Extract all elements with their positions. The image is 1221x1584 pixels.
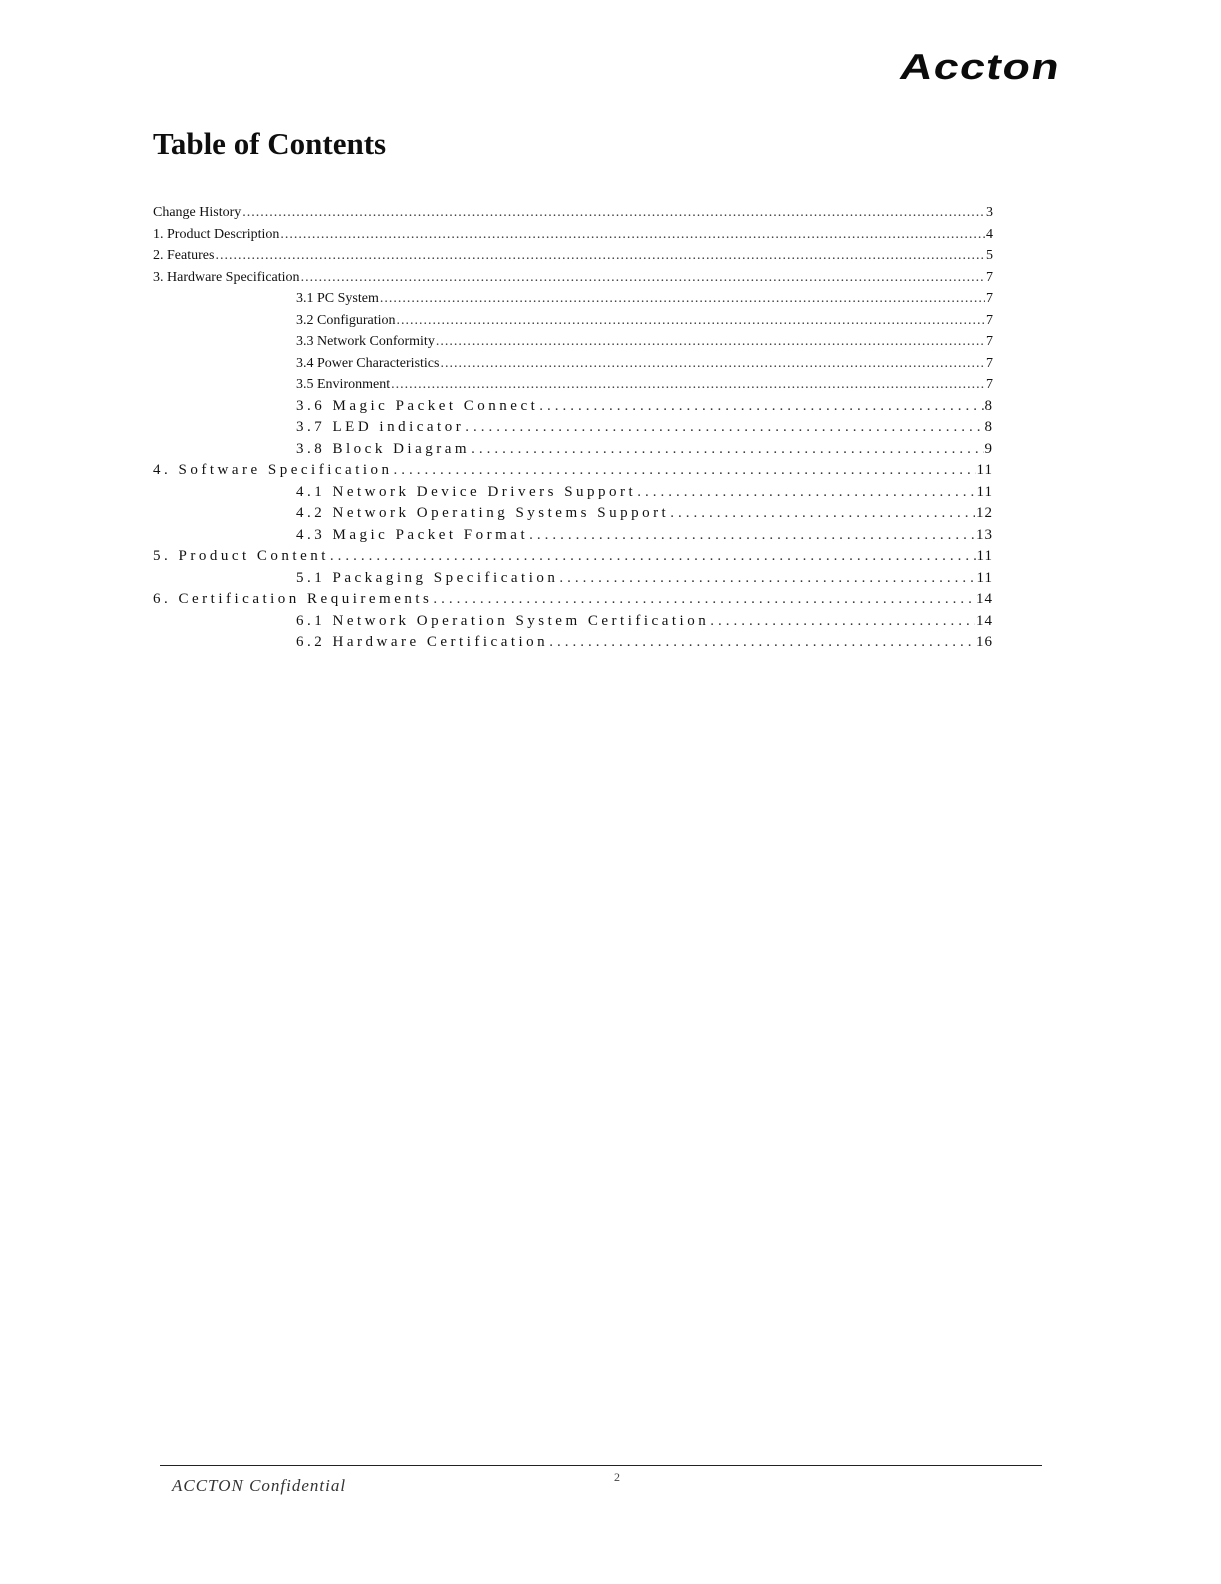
toc-entry-title: 3.8 Block Diagram [296, 440, 471, 457]
toc-entry-page: 12 [976, 505, 993, 521]
toc-dot-leader [280, 224, 985, 246]
toc-entry-page: 5 [986, 248, 993, 263]
toc-entry-title: 6.1 Network Operation System Certification [296, 612, 710, 629]
toc-dot-leader [440, 353, 985, 375]
toc-entry-title: Change History [153, 205, 242, 220]
toc-entry[interactable] [153, 396, 993, 418]
footer-divider [160, 1465, 1042, 1466]
toc-entry-page: 7 [986, 355, 993, 371]
toc-entry-page: 11 [976, 462, 993, 478]
toc-dot-leader [436, 331, 985, 353]
toc-entry[interactable] [153, 439, 993, 461]
footer-page-number: 2 [614, 1470, 620, 1484]
toc-entry-page: 16 [976, 634, 993, 650]
toc-entry-page: 13 [976, 526, 993, 543]
toc-entry-title: 3.6 Magic Packet Connect [296, 397, 539, 414]
toc-entry-title: 6. Certification Requirements [153, 591, 433, 607]
toc-dot-leader [242, 202, 985, 224]
toc-entry-title: 3.7 LED indicator [296, 419, 465, 435]
toc-entry-title: 3.3 Network Conformity [296, 334, 435, 349]
toc-dot-leader [710, 611, 975, 633]
accton-logo: Accton [896, 46, 1064, 87]
toc-entry-title: 3.4 Power Characteristics [296, 355, 440, 371]
toc-entry-title: 6.2 Hardware Certification [296, 634, 549, 650]
toc-dot-leader [330, 546, 976, 568]
toc-dot-leader [637, 482, 975, 504]
toc-dot-leader [559, 568, 975, 590]
toc-entry-page: 7 [986, 334, 993, 349]
toc-entry-title: 4.1 Network Device Drivers Support [296, 483, 637, 500]
toc-entry-page: 11 [976, 569, 993, 586]
toc-entry-page: 7 [986, 269, 993, 285]
toc-dot-leader [670, 503, 975, 525]
toc-dot-leader [433, 589, 975, 611]
toc-entry-title: 5.1 Packaging Specification [296, 569, 559, 586]
toc-entry-page: 3 [986, 205, 993, 220]
toc-entry[interactable] [153, 503, 993, 525]
toc-dot-leader [301, 267, 985, 289]
toc-entry-page: 11 [976, 548, 993, 564]
toc-entry-title: 3.5 Environment [296, 377, 391, 392]
toc-entry-title: 4.3 Magic Packet Format [296, 526, 529, 543]
toc-entry[interactable] [153, 374, 993, 396]
toc-entry[interactable] [153, 417, 993, 439]
toc-entry-page: 7 [986, 312, 993, 328]
toc-entry[interactable] [153, 310, 993, 332]
toc-entry-page: 4 [986, 226, 993, 242]
toc-entry-page: 7 [986, 377, 993, 392]
page-title: Table of Contents [153, 126, 387, 161]
toc-entry[interactable] [153, 460, 993, 482]
toc-entry-page: 14 [976, 591, 993, 607]
toc-entry-title: 2. Features [153, 248, 215, 263]
toc-entry[interactable] [153, 568, 993, 590]
toc-entry[interactable] [153, 202, 993, 224]
toc-entry-page: 7 [986, 291, 993, 306]
toc-dot-leader [215, 245, 985, 267]
toc-dot-leader [397, 310, 985, 332]
toc-entry[interactable] [153, 245, 993, 267]
toc-entry-title: 3.2 Configuration [296, 312, 396, 328]
toc-entry[interactable] [153, 224, 993, 246]
toc-dot-leader [471, 439, 983, 461]
toc-entry[interactable] [153, 331, 993, 353]
toc-entry-page: 9 [984, 440, 993, 457]
toc-entry-page: 11 [976, 483, 993, 500]
toc-entry-page: 8 [984, 419, 993, 435]
toc-entry-title: 3. Hardware Specification [153, 269, 300, 285]
toc-entry[interactable] [153, 611, 993, 633]
toc-entry[interactable] [153, 353, 993, 375]
footer-confidential-text: ACCTON Confidential [172, 1476, 347, 1495]
toc-dot-leader [465, 417, 983, 439]
toc-dot-leader [380, 288, 985, 310]
toc-entry[interactable] [153, 546, 993, 568]
toc-entry-title: 5. Product Content [153, 548, 329, 564]
toc-entry[interactable] [153, 589, 993, 611]
toc-dot-leader [391, 374, 985, 396]
toc-entry-title: 4. Software Specification [153, 462, 393, 478]
toc-dot-leader [549, 632, 975, 654]
toc-entry[interactable] [153, 482, 993, 504]
toc-entry[interactable] [153, 267, 993, 289]
toc-entry-page: 8 [984, 397, 993, 414]
toc-dot-leader [394, 460, 976, 482]
toc-entry[interactable] [153, 632, 993, 654]
toc-entry-title: 1. Product Description [153, 226, 280, 242]
table-of-contents [153, 202, 993, 654]
toc-entry[interactable] [153, 288, 993, 310]
toc-dot-leader [529, 525, 975, 547]
toc-entry-page: 14 [976, 612, 993, 629]
toc-entry-title: 3.1 PC System [296, 291, 379, 306]
toc-entry[interactable] [153, 525, 993, 547]
toc-dot-leader [539, 396, 983, 418]
toc-entry-title: 4.2 Network Operating Systems Support [296, 505, 670, 521]
